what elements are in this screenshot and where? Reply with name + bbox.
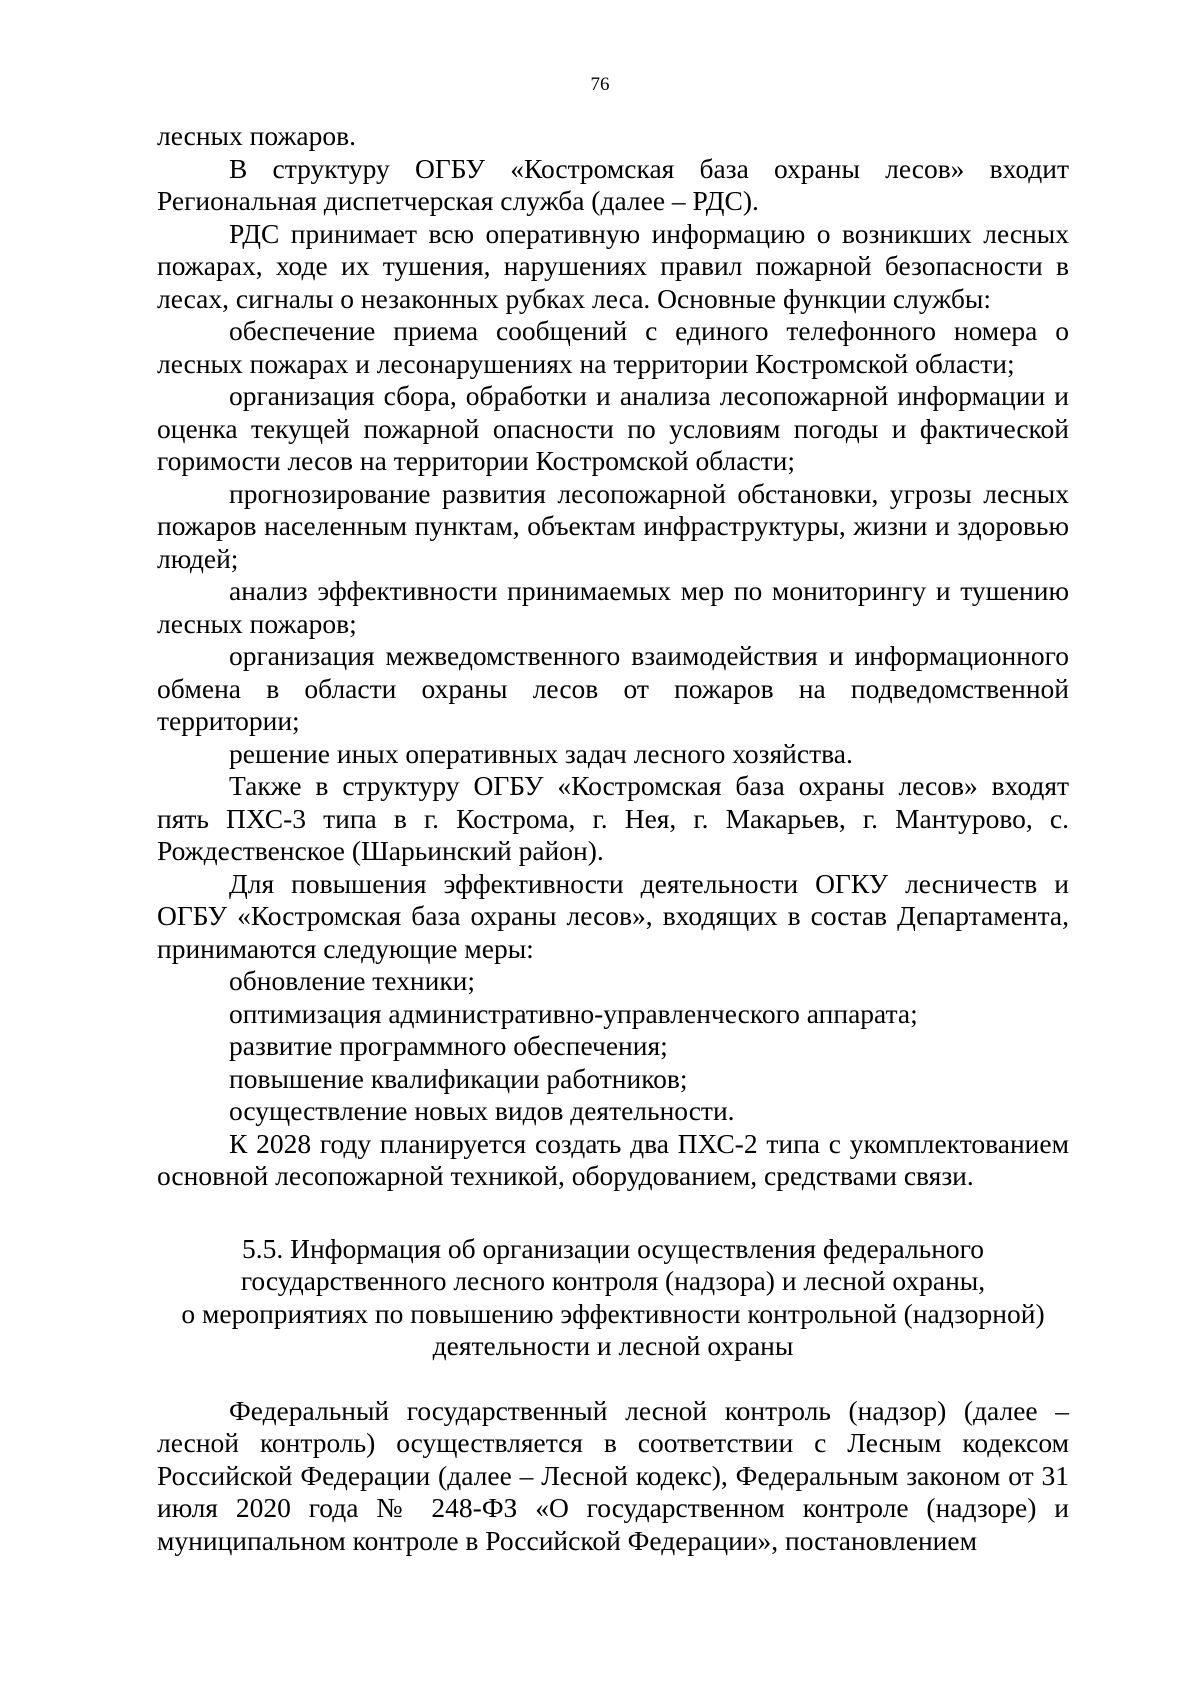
section-heading-line: о мероприятиях по повышению эффективности контрольной (надзорной) <box>181 1297 1045 1329</box>
list-item: решение иных оперативных задач лесного хозяйства. <box>229 737 853 769</box>
list-item: анализ эффективности принимаемых мер по мониторингу и тушению лесных пожаров; <box>157 575 1069 639</box>
paragraph: В структуру ОГБУ «Костромская база охраны лесов» входит Региональная диспетчерская служба (далее – РДС). <box>157 152 1069 216</box>
list-item: развитие программного обеспечения; <box>229 1030 668 1061</box>
list-item: обеспечение приема сообщений с единого телефонного номера о лесных пожарах и лесонарушениях на территории Костромской области; <box>157 315 1069 379</box>
page-number: 76 <box>590 74 610 95</box>
list-item: прогнозирование развития лесопожарной обстановки, угрозы лесных пожаров населенным пунктам, объектам инфраструктуры, жизни и здоровью людей; <box>157 477 1069 574</box>
paragraph: РДС принимает всю оперативную информацию о возникших лесных пожарах, ходе их тушения, нарушениях правил пожарной безопасности в лесах, сигналы о незаконных рубках леса. Основные функции службы: <box>157 217 1069 314</box>
section-heading-line: деятельности и лесной охраны <box>432 1330 794 1361</box>
document-body <box>157 120 1069 1557</box>
list-item: обновление техники; <box>229 965 476 996</box>
list-item: оптимизация административно-управленческого аппарата; <box>229 997 918 1029</box>
list-item: повышение квалификации работников; <box>229 1062 688 1094</box>
paragraph: Также в структуру ОГБУ «Костромская база охраны лесов» входят пять ПХС-3 типа в г. Кострома, г. Нея, г. Макарьев, г. Мантурово, с. Рождественское (Шарьинский район). <box>157 770 1069 866</box>
list-item: осуществление новых видов деятельности. <box>229 1095 735 1126</box>
spacer <box>157 1363 1069 1395</box>
paragraph: лесных пожаров. <box>157 120 356 151</box>
list-item: организация межведомственного взаимодействия и информационного обмена в области охраны лесов от пожаров на подведомственной территории; <box>157 640 1069 736</box>
paragraph: К 2028 году планируется создать два ПХС-2 типа с укомплектованием основной лесопожарной техникой, оборудованием, средствами связи. <box>157 1127 1069 1191</box>
section-heading-line: государственного лесного контроля (надзора) и лесной охраны, <box>240 1265 986 1296</box>
section-heading-line: 5.5. Информация об организации осуществления федерального <box>241 1232 985 1264</box>
paragraph: Для повышения эффективности деятельности ОГКУ лесничеств и ОГБУ «Костромская база охраны лесов», входящих в состав Департамента, принимаются следующие меры: <box>157 867 1069 964</box>
list-item: организация сбора, обработки и анализа лесопожарной информации и оценка текущей пожарной опасности по условиям погоды и фактической горимости лесов на территории Костромской области; <box>157 380 1069 476</box>
paragraph: Федеральный государственный лесной контроль (надзор) (далее – лесной контроль) осуществляется в соответствии с Лесным кодексом Российской Федерации (далее – Лесной кодекс), Федеральным законом от 31 июля 2020 года № 248-ФЗ «О государственном контроле (надзоре) и муниципальном контроле в Российской Федерации», постановлением <box>157 1394 1069 1556</box>
section-heading <box>157 1233 1069 1363</box>
